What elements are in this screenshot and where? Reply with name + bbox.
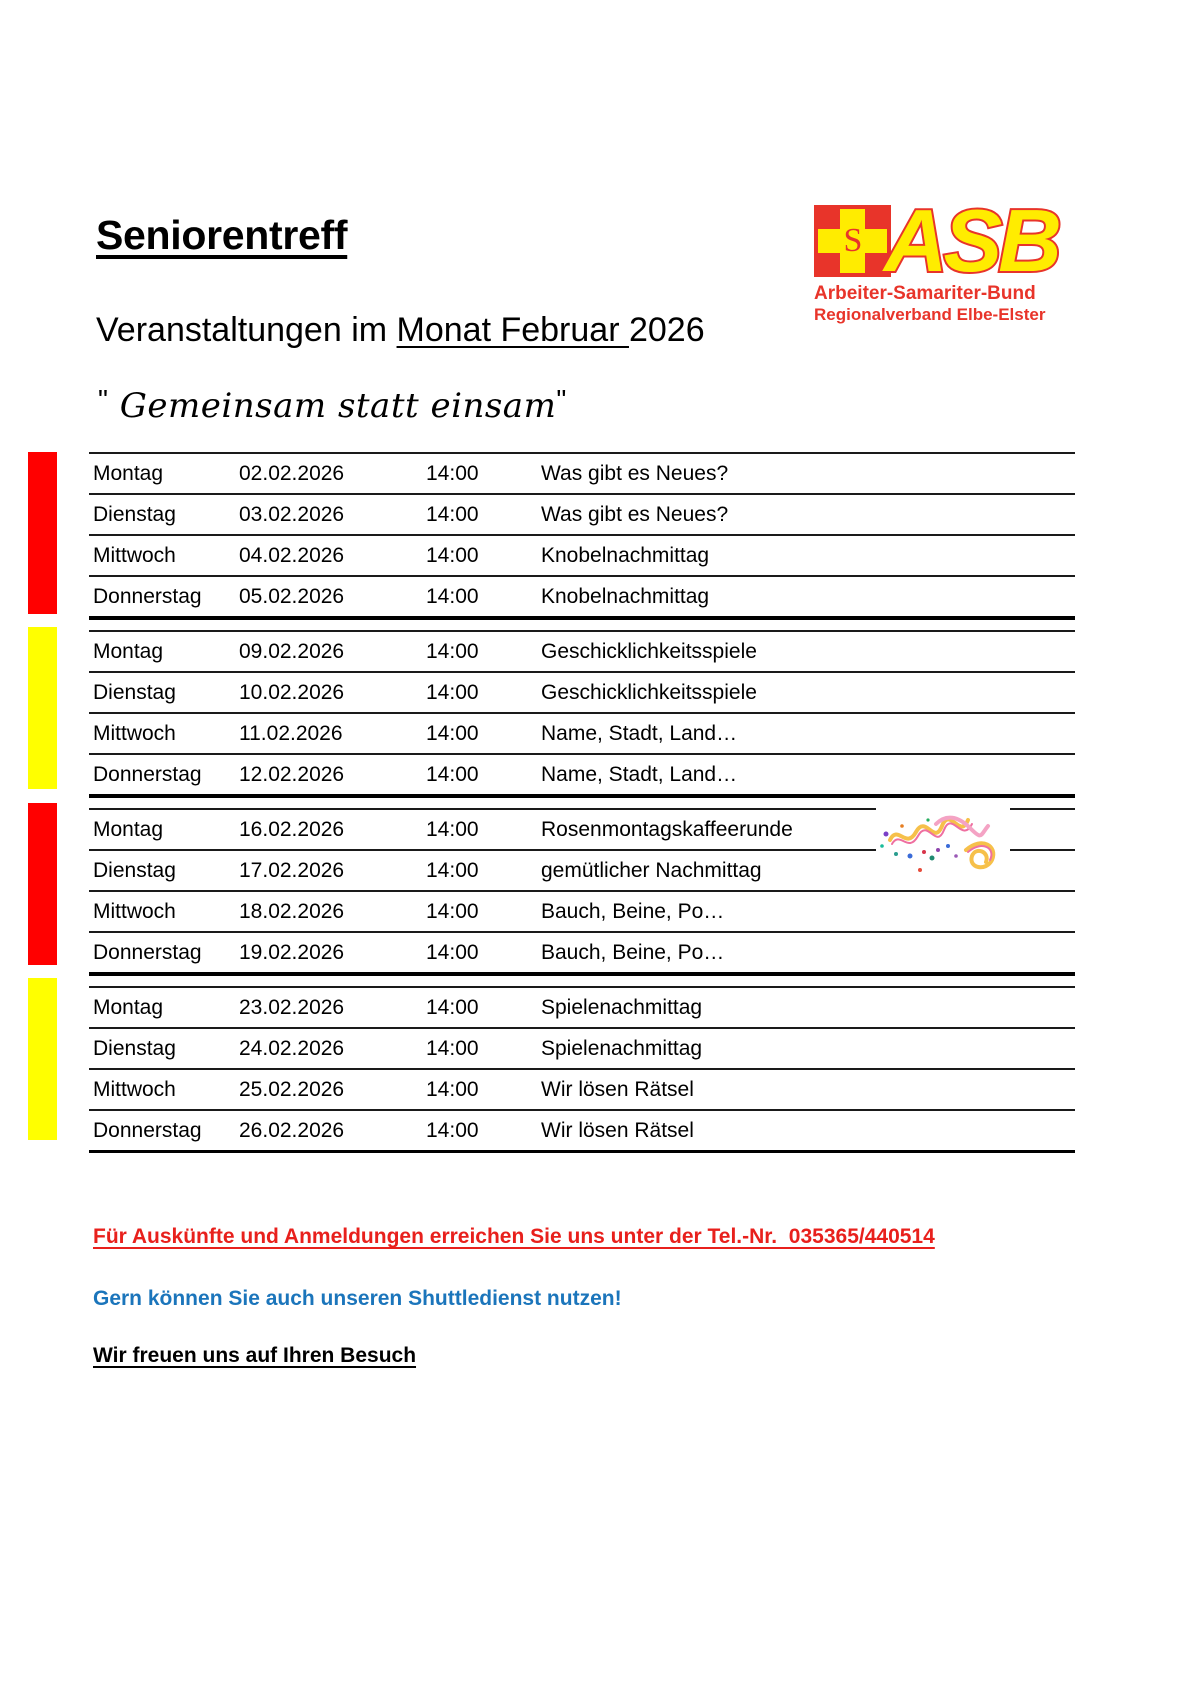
table-row [89, 986, 1075, 1027]
table-row [89, 1109, 1075, 1150]
cross-letter: S [843, 222, 863, 259]
table-row [89, 575, 1075, 616]
table-row [89, 890, 1075, 931]
cell-time: 14:00 [426, 1036, 479, 1060]
week-color-bar [28, 803, 57, 965]
cell-time: 14:00 [426, 461, 479, 485]
cell-event: gemütlicher Nachmittag [541, 858, 762, 882]
cell-event: Bauch, Beine, Po… [541, 940, 725, 964]
cell-date: 02.02.2026 [239, 461, 345, 485]
cell-event: Spielenachmittag [541, 995, 703, 1019]
week-group [89, 452, 1075, 630]
cell-date: 11.02.2026 [239, 721, 343, 745]
subtitle-prefix: Veranstaltungen im [96, 311, 397, 349]
cell-day: Dienstag [93, 680, 176, 704]
week-color-bar [28, 452, 57, 614]
page-subtitle [96, 311, 705, 350]
cell-date: 03.02.2026 [239, 502, 345, 526]
cell-time: 14:00 [426, 995, 479, 1019]
cell-day: Dienstag [93, 1036, 176, 1060]
cell-day: Montag [93, 461, 164, 485]
subtitle-month: Monat Februar [396, 311, 629, 349]
cell-event: Name, Stadt, Land… [541, 762, 738, 786]
table-row [89, 630, 1075, 671]
cell-event: Spielenachmittag [541, 1036, 703, 1060]
cell-date: 04.02.2026 [239, 543, 345, 567]
cell-time: 14:00 [426, 899, 479, 923]
cell-day: Mittwoch [93, 899, 176, 923]
samaritan-cross-icon [814, 205, 891, 277]
cell-date: 09.02.2026 [239, 639, 345, 663]
cell-time: 14:00 [426, 543, 479, 567]
cell-event: Rosenmontagskaffeerunde [541, 817, 793, 841]
table-row [89, 1068, 1075, 1109]
cell-day: Donnerstag [93, 762, 202, 786]
cell-day: Dienstag [93, 858, 176, 882]
cell-date: 23.02.2026 [239, 995, 345, 1019]
table-row [89, 534, 1075, 575]
week-group [89, 630, 1075, 808]
week-color-bar [28, 627, 57, 789]
table-row [89, 1027, 1075, 1068]
schedule-table [89, 452, 1075, 1153]
cell-day: Dienstag [93, 502, 176, 526]
logo-region: Regionalverband Elbe-Elster [814, 305, 1046, 324]
cell-date: 19.02.2026 [239, 940, 345, 964]
table-row [89, 452, 1075, 493]
cell-event: Was gibt es Neues? [541, 461, 729, 485]
cell-event: Knobelnachmittag [541, 543, 710, 567]
cell-time: 14:00 [426, 680, 479, 704]
motto [98, 384, 567, 426]
cell-time: 14:00 [426, 858, 479, 882]
cell-date: 12.02.2026 [239, 762, 345, 786]
cell-event: Knobelnachmittag [541, 584, 710, 608]
cell-date: 25.02.2026 [239, 1077, 345, 1101]
table-row [89, 493, 1075, 534]
motto-open-quote: " [98, 384, 109, 415]
cell-event: Was gibt es Neues? [541, 502, 729, 526]
cell-time: 14:00 [426, 502, 479, 526]
cell-date: 17.02.2026 [239, 858, 345, 882]
cell-date: 05.02.2026 [239, 584, 345, 608]
cell-date: 26.02.2026 [239, 1118, 345, 1142]
cell-time: 14:00 [426, 817, 479, 841]
logo-org-name: Arbeiter-Samariter-Bund [814, 283, 1036, 304]
cell-day: Donnerstag [93, 940, 202, 964]
motto-close-quote: " [556, 384, 567, 415]
closing-note: Wir freuen uns auf Ihren Besuch [93, 1344, 417, 1367]
logo-letters: ASB [884, 191, 1058, 290]
cell-time: 14:00 [426, 721, 479, 745]
week-group [89, 986, 1075, 1153]
week-color-bar [28, 978, 57, 1140]
page-title: Seniorentreff [96, 212, 348, 258]
cell-date: 18.02.2026 [239, 899, 345, 923]
confetti-streamers-icon [876, 806, 1010, 882]
cell-event: Geschicklichkeitsspiele [541, 680, 757, 704]
cell-time: 14:00 [426, 940, 479, 964]
shuttle-info: Gern können Sie auch unseren Shuttledienst nutzen! [93, 1287, 622, 1310]
cell-day: Mittwoch [93, 1077, 176, 1101]
cell-date: 10.02.2026 [239, 680, 345, 704]
table-row [89, 753, 1075, 794]
cell-day: Montag [93, 639, 164, 663]
cell-day: Donnerstag [93, 1118, 202, 1142]
cell-day: Donnerstag [93, 584, 202, 608]
cell-event: Wir lösen Rätsel [541, 1118, 694, 1142]
contact-info: Für Auskünfte und Anmeldungen erreichen Sie uns unter der Tel.-Nr. 035365/440514 [93, 1225, 935, 1248]
cell-time: 14:00 [426, 1077, 479, 1101]
table-row [89, 712, 1075, 753]
cell-day: Montag [93, 817, 164, 841]
cell-event: Wir lösen Rätsel [541, 1077, 694, 1101]
motto-text: Gemeinsam statt einsam [108, 386, 557, 426]
table-row [89, 931, 1075, 972]
cell-day: Montag [93, 995, 164, 1019]
cell-event: Geschicklichkeitsspiele [541, 639, 757, 663]
cell-event: Bauch, Beine, Po… [541, 899, 725, 923]
cell-day: Mittwoch [93, 543, 176, 567]
table-row [89, 671, 1075, 712]
cell-day: Mittwoch [93, 721, 176, 745]
cell-time: 14:00 [426, 584, 479, 608]
cell-event: Name, Stadt, Land… [541, 721, 738, 745]
asb-logo [814, 191, 1070, 330]
cell-date: 24.02.2026 [239, 1036, 345, 1060]
subtitle-year: 2026 [628, 311, 705, 349]
cell-date: 16.02.2026 [239, 817, 345, 841]
cell-time: 14:00 [426, 762, 479, 786]
cell-time: 14:00 [426, 1118, 479, 1142]
table-bottom-border [89, 1150, 1075, 1153]
cell-time: 14:00 [426, 639, 479, 663]
